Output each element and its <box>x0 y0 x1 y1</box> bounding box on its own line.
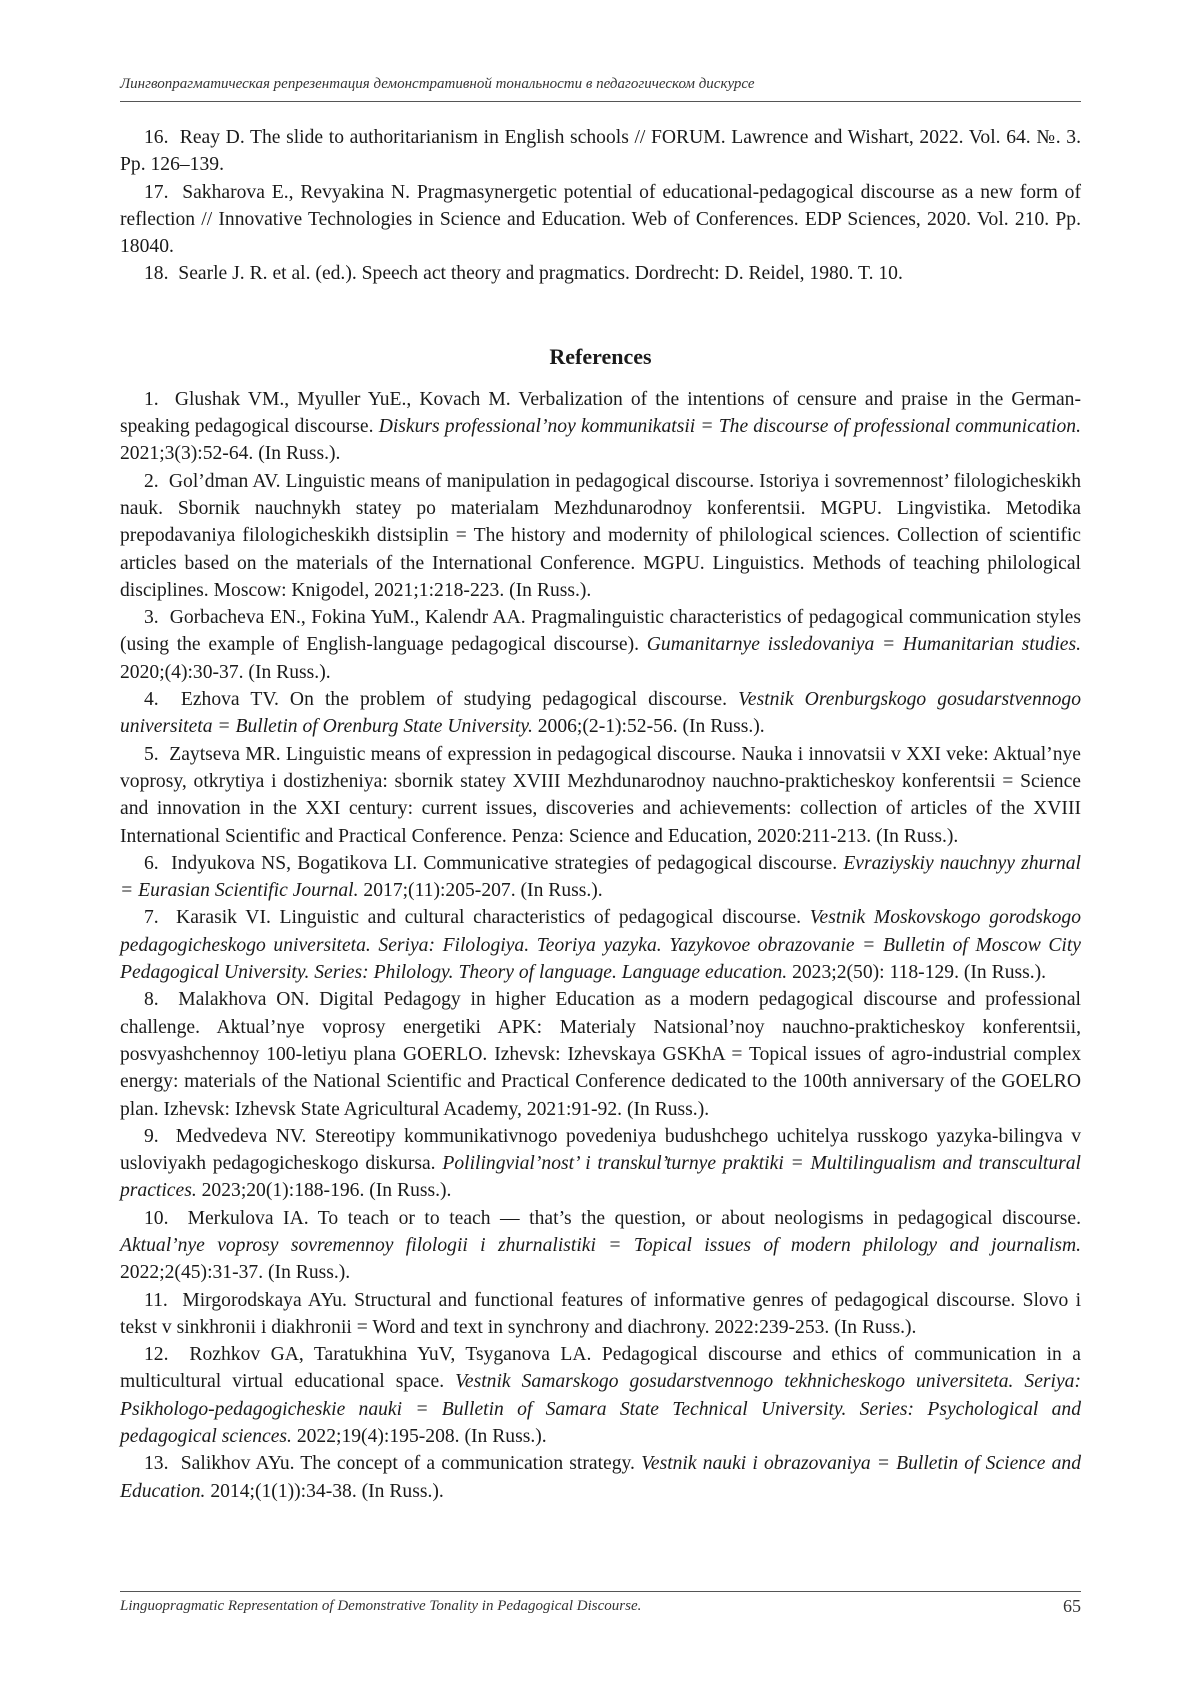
reference-number: 9. <box>144 1125 159 1147</box>
reference-number: 12. <box>144 1344 169 1366</box>
reference-number: 18. <box>144 263 169 285</box>
reference-source: Vestnik Orenburgskogo gosudarstvennogo universiteta = Bulletin of Orenburg State University. <box>120 689 1081 738</box>
reference-text: Glushak VM., Myuller YuE., Kovach M. Verbalization of the intentions of censure and praise in the German-speaking pedagogical discourse. <box>120 388 1081 438</box>
reference-number: 10. <box>144 1207 169 1229</box>
reference-item <box>120 1287 1081 1342</box>
reference-source: Vestnik Samarskogo gosudarstvennogo tekhnicheskogo universiteta. Seriya: Psikhologo-pedagogicheskie nauki = Bulletin of Samara State Technical University. Series: Psychological and pedagogical sciences. <box>120 1371 1081 1448</box>
reference-source: Aktual’nye voprosy sovremennoy filologii i zhurnalistiki = Topical issues of modern philology and journalism. <box>120 1234 1081 1256</box>
page-number: 65 <box>1063 1596 1081 1616</box>
reference-text: Gol’dman AV. Linguistic means of manipulation in pedagogical discourse. Istoriya i sovremennost’ filologicheskikh nauk. Sbornik nauchnykh statey po materialam Mezhdunarodnoy konferentsii. MGPU. Lingvistika. Metodika prepodavaniya filologicheskikh distsiplin = The history and modernity of philological sciences. Collection of scientific articles based on the materials of the International Conference. MGPU. Linguistics. Methods of teaching philological disciplines. Moscow: Knigodel, 2021;1:218-223. (In Russ.). <box>120 470 1081 601</box>
reference-item <box>120 386 1081 468</box>
reference-text: Searle J. R. et al. (ed.). Speech act theory and pragmatics. Dordrecht: D. Reidel, 1980. T. 10. <box>178 263 903 285</box>
reference-item <box>120 124 1081 179</box>
reference-number: 13. <box>144 1453 169 1475</box>
running-header: Лингвопрагматическая репрезентация демонстративной тональности в педагогическом дискурсе <box>120 76 755 92</box>
reference-item <box>120 468 1081 604</box>
reference-details: 2017;(11):205-207. (In Russ.). <box>358 880 603 902</box>
reference-text: Merkulova IA. To teach or to teach — that’s the question, or about neologisms in pedagogical discourse. <box>187 1207 1081 1229</box>
reference-number: 7. <box>144 907 159 929</box>
reference-number: 4. <box>144 689 159 711</box>
reference-text: Rozhkov GA, Taratukhina YuV, Tsyganova LA. Pedagogical discourse and ethics of communication in a multicultural virtual educational space. <box>120 1344 1081 1393</box>
reference-details: 2022;19(4):195-208. (In Russ.). <box>291 1426 547 1448</box>
reference-source: Evraziyskiy nauchnyy zhurnal = Eurasian Scientific Journal. <box>120 852 1082 902</box>
reference-details: 2006;(2-1):52-56. (In Russ.). <box>532 716 765 738</box>
reference-text: Karasik VI. Linguistic and cultural characteristics of pedagogical discourse. <box>176 907 810 929</box>
reference-text: Salikhov AYu. The concept of a communication strategy. <box>180 1453 642 1475</box>
reference-text: Ezhova TV. On the problem of studying pedagogical discourse. <box>180 689 739 711</box>
reference-item <box>120 986 1081 1122</box>
reference-number: 2. <box>144 470 159 492</box>
reference-item <box>120 260 1081 287</box>
reference-text: Sakharova E., Revyakina N. Pragmasynergetic potential of educational-pedagogical discourse as a new form of reflection // Innovative Technologies in Science and Education. Web of Conferences. EDP Sciences, 2020. Vol. 210. Pp. 18040. <box>120 181 1081 258</box>
reference-text: Mirgorodskaya AYu. Structural and functional features of informative genres of pedagogical discourse. Slovo i tekst v sinkhronii i diakhronii = Word and text in synchrony and diachrony. 2022:239-253. (In Russ.). <box>120 1289 1082 1338</box>
reference-item <box>120 1341 1081 1450</box>
reference-number: 11. <box>144 1289 168 1311</box>
reference-text: Reay D. The slide to authoritarianism in English schools // FORUM. Lawrence and Wishart, 2022. Vol. 64. №. 3. Pp. 126–139. <box>120 127 1081 176</box>
pre-references-list <box>120 124 1081 288</box>
reference-details: 2014;(1(1)):34-38. (In Russ.). <box>205 1480 444 1502</box>
reference-details: 2022;2(45):31-37. (In Russ.). <box>120 1262 351 1284</box>
reference-item <box>120 904 1081 986</box>
reference-source: Vestnik Moskovskogo gorodskogo pedagogicheskogo universiteta. Seriya: Filologiya. Teoriya yazyka. Yazykovoe obrazovanie = Bulletin of Moscow City Pedagogical University. Series: Philology. Theory of language. Language education. <box>120 907 1082 984</box>
reference-details: 2023;20(1):188-196. (In Russ.). <box>196 1180 452 1202</box>
reference-item <box>120 1123 1081 1205</box>
reference-item <box>120 741 1081 850</box>
reference-text: Gorbacheva EN., Fokina YuM., Kalendr AA. Pragmalinguistic characteristics of pedagogical communication styles (using the example of English-language pedagogical discourse). <box>120 607 1081 656</box>
reference-source: Gumanitarnye issledovaniya = Humanitarian studies. <box>646 634 1081 656</box>
references-list <box>120 386 1081 1505</box>
reference-text: Zaytseva MR. Linguistic means of expression in pedagogical discourse. Nauka i innovatsii v XXI veke: Aktual’nye voprosy, otkrytiya i dostizheniya: sbornik statey XVIII Mezhdunarodnoy nauchno-prakticheskoy konferentsii = Science and innovation in the XXI century: current issues, discoveries and achievements: collection of articles of the XVIII International Scientific and Practical Conference. Penza: Science and Education, 2020:211-213. (In Russ.). <box>120 743 1081 847</box>
reference-number: 16. <box>144 127 169 148</box>
header-divider <box>120 101 1081 102</box>
reference-details: 2021;3(3):52-64. (In Russ.). <box>120 443 341 465</box>
reference-source: Polilingvial’nost’ i transkul’turnye praktiki = Multilingualism and transcultural practices. <box>120 1153 1082 1202</box>
reference-text: Medvedeva NV. Stereotipy kommunikativnogo povedeniya budushchego uchitelya russkogo yazyka-bilingva v usloviyakh pedagogicheskogo diskursa. <box>120 1125 1082 1175</box>
reference-number: 1. <box>144 388 159 410</box>
reference-item <box>120 686 1081 741</box>
reference-item <box>120 850 1081 905</box>
reference-number: 3. <box>144 607 159 629</box>
reference-text: Malakhova ON. Digital Pedagogy in higher Education as a modern pedagogical discourse and professional challenge. Aktual’nye voprosy energetiki APK: Materialy Natsional’noy nauchno-prakticheskoy konferentsii, posvyashchennoy 100-letiyu plana GOERLO. Izhevsk: Izhevskaya GSKhA = Topical issues of agro-industrial complex energy: materials of the National Scientific and Practical Conference dedicated to the 100th anniversary of the GOELRO plan. Izhevsk: Izhevsk State Agricultural Academy, 2021:91-92. (In Russ.). <box>120 989 1081 1120</box>
reference-item <box>120 1450 1081 1505</box>
reference-item <box>120 179 1081 261</box>
footer-divider <box>120 1591 1081 1592</box>
reference-number: 5. <box>144 743 159 765</box>
reference-source: Diskurs professional’noy kommunikatsii = The discourse of professional communication. <box>378 416 1081 438</box>
reference-item <box>120 604 1081 686</box>
reference-source: Vestnik nauki i obrazovaniya = Bulletin of Science and Education. <box>120 1453 1082 1502</box>
reference-text: Indyukova NS, Bogatikova LI. Communicative strategies of pedagogical discourse. <box>171 852 844 874</box>
reference-number: 17. <box>144 181 169 203</box>
page-body <box>120 124 1081 1505</box>
reference-details: 2023;2(50): 118-129. (In Russ.). <box>787 962 1047 984</box>
reference-item <box>120 1205 1081 1287</box>
references-heading: References <box>549 343 652 369</box>
reference-number: 6. <box>144 852 159 874</box>
reference-details: 2020;(4):30-37. (In Russ.). <box>120 661 331 683</box>
running-footer: Linguopragmatic Representation of Demonstrative Tonality in Pedagogical Discourse. <box>120 1598 642 1614</box>
reference-number: 8. <box>144 989 159 1011</box>
